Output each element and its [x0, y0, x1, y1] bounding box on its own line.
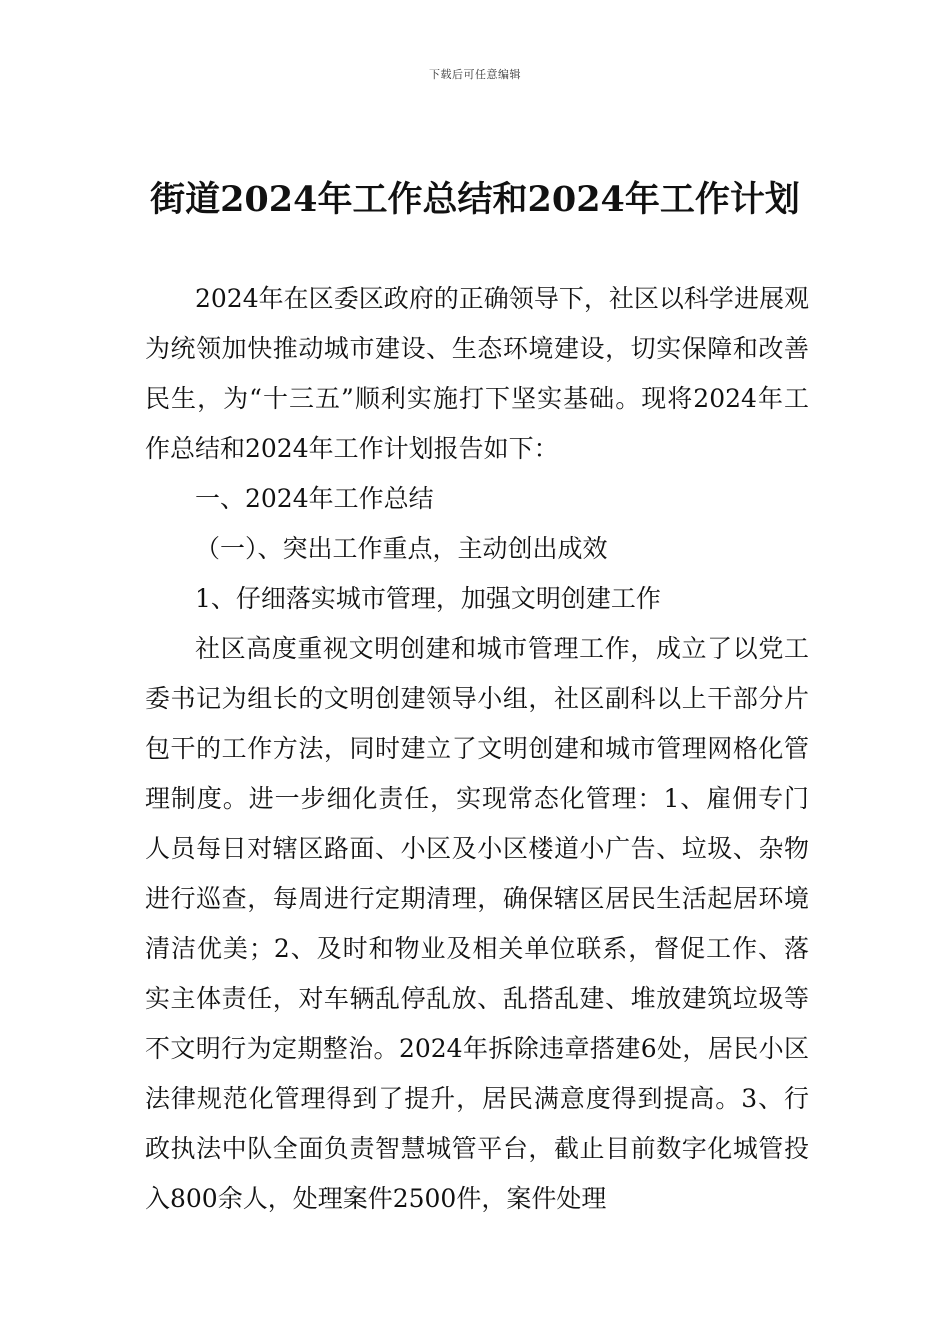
document-title: 街道2024年工作总结和2024年工作计划 [150, 179, 800, 220]
section-heading: 一、2024年工作总结 [195, 484, 434, 513]
body-paragraph: 社区高度重视文明创建和城市管理工作，成立了以党工委书记为组长的文明创建领导小组，社区副科以上干部分片包干的工作方法，同时建立了文明创建和城市管理网格化管理制度。进一步细化责任，实现常态化管理：1、雇佣专门人员每日对辖区路面、小区及小区楼道小广告、垃圾、杂物进行巡查，每周进行定期清理，确保辖区居民生活起居环境清洁优美；2、及时和物业及相关单位联系，督促工作、落实主体责任，对车辆乱停乱放、乱搭乱建、堆放建筑垃圾等不文明行为定期整治。2024年拆除违章搭建6处，居民小区法律规范化管理得到了提升，居民满意度得到提高。3、行政执法中队全面负责智慧城管平台，截止目前数字化城管投入800余人，处理案件2500件，案件处理 [145, 634, 809, 1213]
intro-paragraph: 2024年在区委区政府的正确领导下，社区以科学进展观为统领加快推动城市建设、生态环境建设，切实保障和改善民生，为“十三五”顺利实施打下坚实基础。现将2024年工作总结和2024年工作计划报告如下： [145, 284, 809, 463]
document-body [145, 274, 809, 1224]
subsection-heading: （一）、突出工作重点，主动创出成效 [195, 534, 608, 563]
item-heading: 1、仔细落实城市管理，加强文明创建工作 [195, 584, 661, 613]
header-note: 下载后可任意编辑 [429, 68, 521, 81]
